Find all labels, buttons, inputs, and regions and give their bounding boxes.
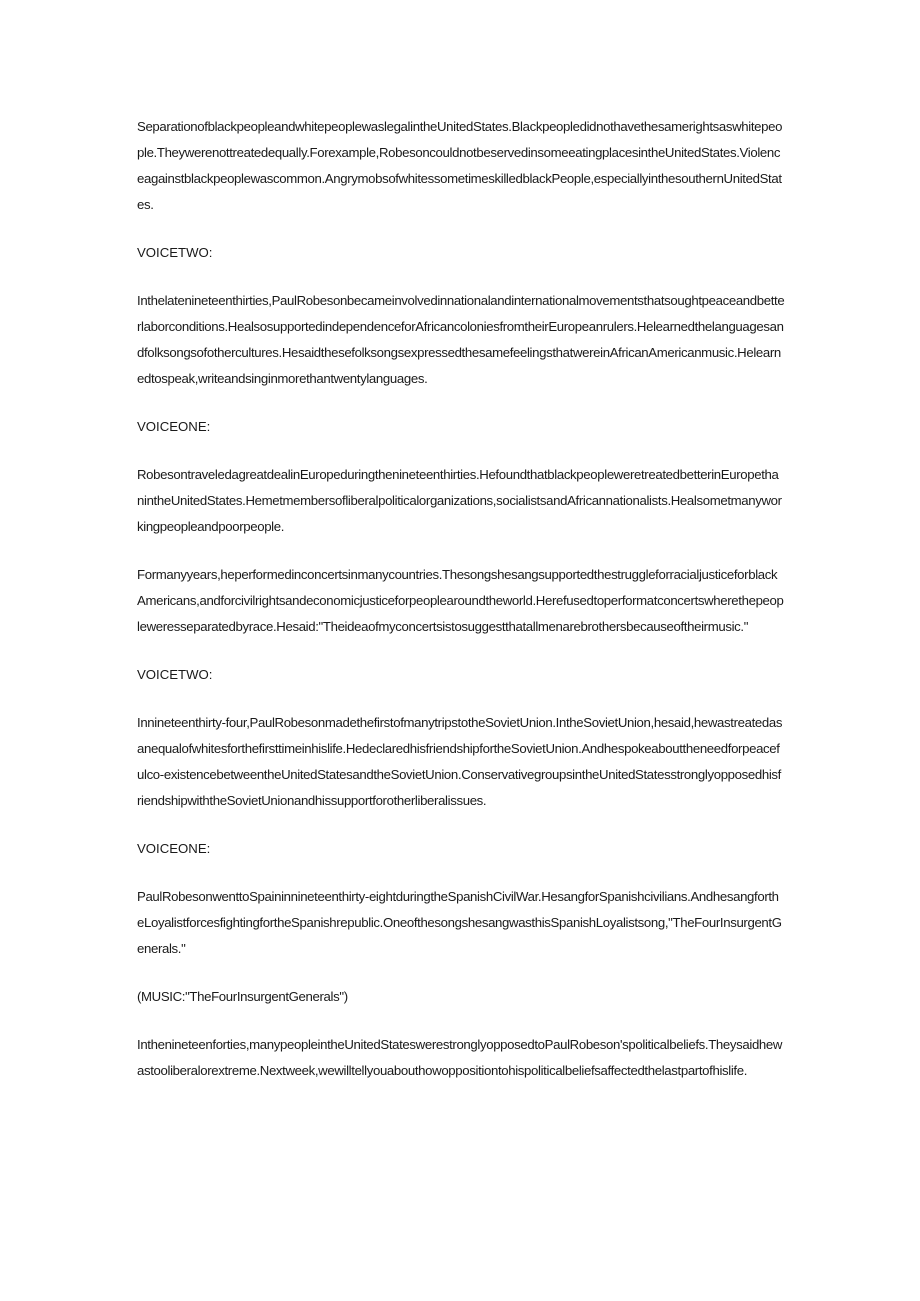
paragraph-spain: PaulRobesonwenttoSpaininnineteenthirty-eightduringtheSpanishCivilWar.HesangforSpanishcivilians.AndhesangfortheLoyalistforcesfightingfortheSpanishrepublic.OneofthesongshesangwasthisSpanishLoyalistsong,"TheFourInsurgentGenerals." [137,889,782,956]
speaker-label-voice-two: VOICETWO: [137,245,213,260]
speaker-label-voice-one: VOICEONE: [137,419,211,434]
music-cue: (MUSIC:"TheFourInsurgentGenerals") [137,989,348,1004]
document-page [137,114,785,1084]
paragraph-late-thirties: Inthelatenineteenthirties,PaulRobesonbecameinvolvedinnationalandinternationalmovementsthatsoughtpeaceandbetterlaborconditions.HealsosupportedindependenceforAfricancoloniesfromtheirEuropeanrulers.Helearnedthelanguagesandfolksongsofothercultures.HesaidthesefolksongsexpressedthesamefeelingsthatwereinAfricanAmericanmusic.Helearnedtospeak,writeandsinginmorethantwentylanguages. [137,293,785,386]
paragraph-europe-travel: RobesontraveledagreatdealinEuropeduringthenineteenthirties.HefoundthatblackpeopleweretreatedbetterinEuropethanintheUnitedStates.Hemetmembersofliberalpoliticalorganizations,socialistsandAfricannationalists.Healsometmanyworkingpeopleandpoorpeople. [137,467,782,534]
paragraph-nineteen-forties: Inthenineteenforties,manypeopleintheUnitedStateswerestronglyopposedtoPaulRobeson'spoliticalbeliefs.Theysaidhewastooliberalorextreme.Nextweek,wewilltellyouabouthowoppositiontohispoliticalbeliefsaffectedthelastpartofhislife. [137,1037,783,1078]
speaker-label-voice-two: VOICETWO: [137,667,213,682]
speaker-label-voice-one: VOICEONE: [137,841,211,856]
paragraph-concerts: Formanyyears,heperformedinconcertsinmanycountries.ThesongshesangsupportedthestruggleforracialjusticeforblackAmericans,andforcivilrightsandeconomicjusticeforpeoplearoundtheworld.Herefusedtoperformatconcertswherethepeopleweresseparatedbyrace.Hesaid:"Theideaofmyconcertsistosuggestthatallmenarebrothersbecauseoftheirmusic." [137,567,784,634]
paragraph-segregation: SeparationofblackpeopleandwhitepeoplewaslegalintheUnitedStates.Blackpeopledidnothavethesamerightsaswhitepeople.Theywerenottreatedequally.Forexample,RobesoncouldnotbeservedinsomeeatingplacesintheUnitedStates.Violenceagainstblackpeoplewascommon.AngrymobsofwhitessometimeskilledblackPeople,especiallyinthesouthernUnitedStates. [137,119,783,212]
paragraph-soviet-union: Innineteenthirty-four,PaulRobesonmadethefirstofmanytripstotheSovietUnion.IntheSovietUnion,hesaid,hewastreatedasanequalofwhitesforthefirsttimeinhislife.HedeclaredhisfriendshipfortheSovietUnion.Andhespokeabouttheneedforpeacefulco-existencebetweentheUnitedStatesandtheSovietUnion.ConservativegroupsintheUnitedStatesstronglyopposedhisfriendshipwiththeSovietUnionandhissupportforotherliberalissues. [137,715,783,808]
